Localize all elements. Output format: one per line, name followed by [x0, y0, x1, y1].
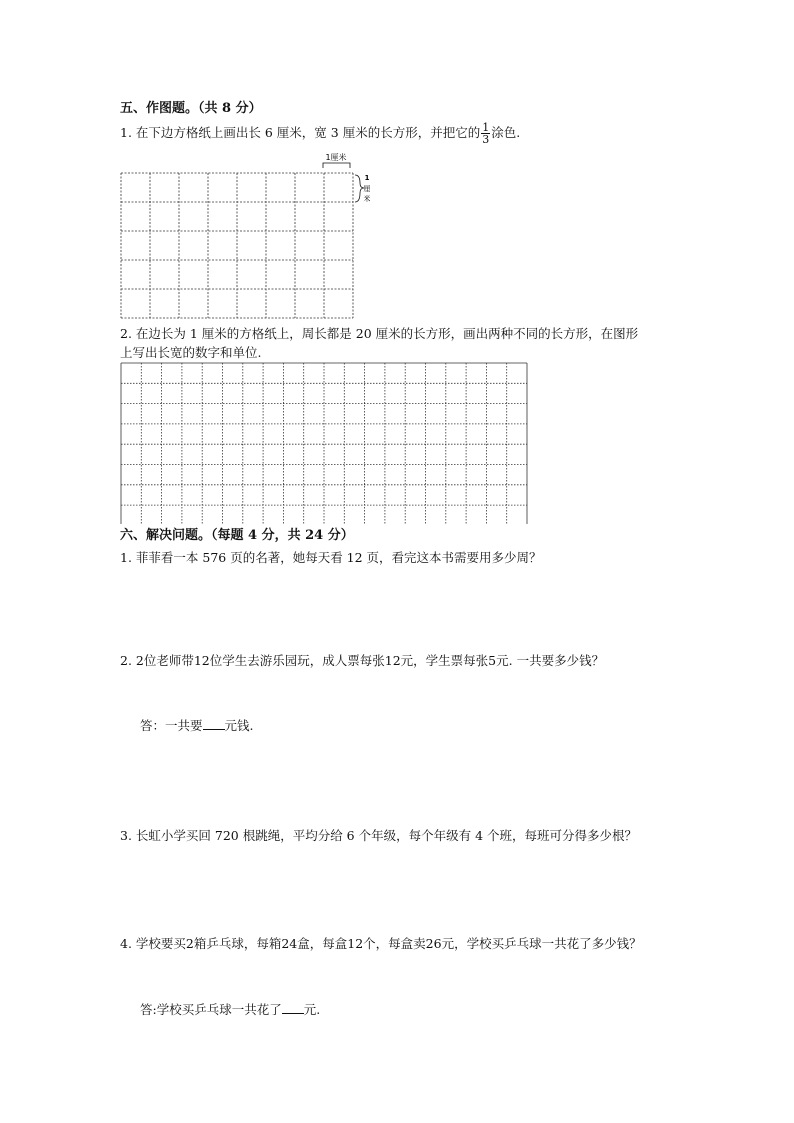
answer-4-prefix: 答:学校买乒乓球一共花了 — [140, 1002, 282, 1017]
fraction-denominator: 3 — [482, 133, 490, 146]
question-1-suffix: 涂色. — [491, 125, 521, 140]
section5-question-2-line-1: 2. 在边长为 1 厘米的方格纸上，周长都是 20 厘米的长方形，画出两种不同的长方形，在图形 — [120, 326, 639, 341]
answer-2-prefix: 答：一共要 — [140, 718, 203, 733]
section6-question-1: 1. 菲菲看一本 576 页的名著，她每天看 12 页，看完这本书需要用多少周？ — [120, 550, 542, 565]
unit-label-side-number: 1 — [364, 174, 370, 182]
section6-answer-2 — [140, 716, 254, 734]
unit-bracket-top — [323, 163, 350, 168]
answer-2-blank[interactable] — [203, 717, 225, 730]
grid-paper-2 — [120, 362, 530, 524]
answer-4-blank[interactable] — [282, 1001, 304, 1014]
grid-1-lines — [121, 173, 353, 318]
unit-label-side-char-1: 厘 — [363, 185, 370, 193]
section6-answer-4 — [140, 1000, 320, 1018]
section5-title: 五、作图题。（共 8 分） — [120, 101, 262, 116]
fraction-one-third — [481, 122, 490, 145]
grid-paper-1 — [120, 150, 370, 322]
section6-title: 六、解决问题。（每题 4 分，共 24 分） — [120, 528, 354, 543]
section6-question-3: 3. 长虹小学买回 720 根跳绳，平均分给 6 个年级，每个年级有 4 个班，每班可分得多少根？ — [120, 828, 638, 843]
grid-2-lines — [121, 363, 527, 524]
section5-question-2-line-2: 上写出长宽的数字和单位. — [120, 345, 262, 360]
unit-label-side-char-2: 米 — [363, 195, 370, 203]
answer-4-suffix: 元. — [303, 1002, 321, 1017]
answer-2-suffix: 元钱. — [224, 718, 254, 733]
unit-label-top: 1厘米 — [325, 153, 347, 162]
section5-question-1 — [120, 122, 520, 145]
section6-question-2: 2. 2位老师带12位学生去游乐园玩，成人票每张12元，学生票每张5元. 一共要多少钱？ — [120, 653, 605, 668]
section6-question-4: 4. 学校要买2箱乒乓球，每箱24盒，每盒12个，每盒卖26元，学校买乒乓球一共花了多少钱？ — [120, 936, 642, 951]
question-1-prefix: 1. 在下边方格纸上画出长 6 厘米，宽 3 厘米的长方形，并把它的 — [120, 125, 481, 140]
fraction-numerator: 1 — [482, 121, 490, 134]
